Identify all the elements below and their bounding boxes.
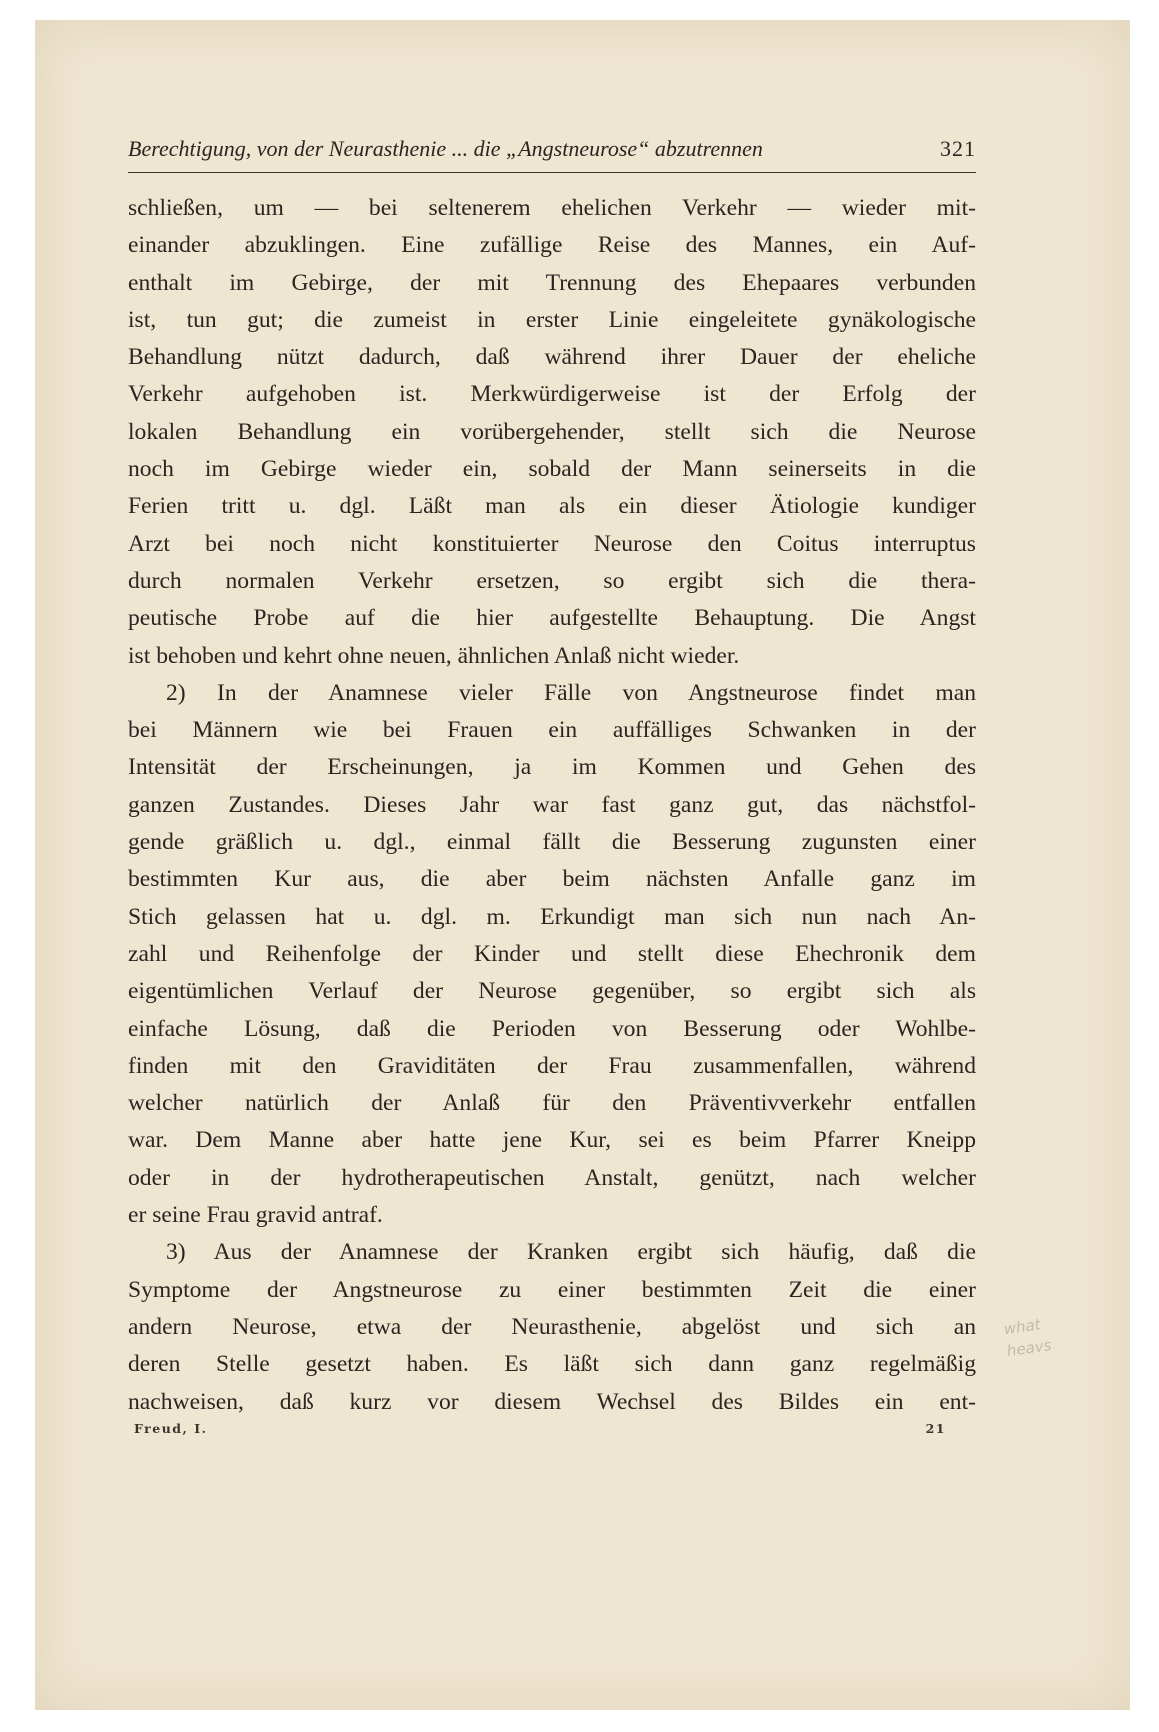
text-line: peutische Probe auf die hier aufgestellte Behauptung. Die Angst: [128, 605, 976, 632]
text-line: welcher natürlich der Anlaß für den Präventivverkehr entfallen: [128, 1090, 976, 1117]
text-line: Verkehr aufgehoben ist. Merkwürdigerweise ist der Erfolg der: [128, 381, 976, 408]
text-line: enthalt im Gebirge, der mit Trennung des Ehepaares verbunden: [128, 269, 976, 296]
text-line: bestimmten Kur aus, die aber beim nächsten Anfalle ganz im: [128, 866, 976, 893]
text-line: noch im Gebirge wieder ein, sobald der Mann seinerseits in die: [128, 456, 976, 483]
page-footer: [128, 1421, 976, 1436]
text-line: lokalen Behandlung ein vorübergehender, stellt sich die Neurose: [128, 418, 976, 445]
body-text: [128, 190, 976, 1421]
text-line: einander abzuklingen. Eine zufällige Reise des Mannes, ein Auf-: [128, 232, 976, 259]
margin-note-line: what: [1002, 1315, 1042, 1339]
text-line: Behandlung nützt dadurch, daß während ihrer Dauer der eheliche: [128, 344, 976, 371]
sheet-number: 21: [925, 1421, 946, 1436]
text-line: Stich gelassen hat u. dgl. m. Erkundigt man sich nun nach An-: [128, 903, 976, 930]
margin-note-line: heavs: [1005, 1336, 1053, 1361]
text-line: 3) Aus der Anamnese der Kranken ergibt sich häufig, daß die: [166, 1239, 976, 1266]
text-line: Intensität der Erscheinungen, ja im Kommen und Gehen des: [128, 754, 976, 781]
text-line: er seine Frau gravid antraf.: [128, 1202, 383, 1229]
text-line: Ferien tritt u. dgl. Läßt man als ein dieser Ätiologie kundiger: [128, 493, 976, 520]
text-line: schließen, um — bei seltenerem ehelichen Verkehr — wieder mit-: [128, 195, 976, 221]
text-line: ist behoben und kehrt ohne neuen, ähnlichen Anlaß nicht wieder.: [128, 642, 740, 669]
page-number: 321: [940, 136, 976, 161]
text-line: bei Männern wie bei Frauen ein auffälliges Schwanken in der: [128, 717, 976, 744]
text-line: nachweisen, daß kurz vor diesem Wechsel des Bildes ein ent-: [128, 1388, 976, 1415]
text-line: ganzen Zustandes. Dieses Jahr war fast ganz gut, das nächstfol-: [128, 791, 976, 818]
header-rule: [128, 172, 976, 173]
text-line: gende gräßlich u. dgl., einmal fällt die Besserung zugunsten einer: [128, 829, 976, 856]
text-line: zahl und Reihenfolge der Kinder und stellt diese Ehechronik dem: [128, 940, 976, 967]
running-title: Berechtigung, von der Neurasthenie ... die „Angstneurose“ abzutrennen: [128, 136, 763, 161]
signature-mark: Freud, I.: [134, 1421, 208, 1436]
text-line: deren Stelle gesetzt haben. Es läßt sich dann ganz regelmäßig: [128, 1351, 976, 1378]
text-line: andern Neurose, etwa der Neurasthenie, abgelöst und sich an: [128, 1313, 976, 1340]
text-line: war. Dem Manne aber hatte jene Kur, sei es beim Pfarrer Kneipp: [128, 1127, 976, 1154]
text-line: Symptome der Angstneurose zu einer bestimmten Zeit die einer: [128, 1276, 976, 1303]
text-line: finden mit den Graviditäten der Frau zusammenfallen, während: [128, 1052, 976, 1079]
text-line: einfache Lösung, daß die Perioden von Besserung oder Wohlbe-: [128, 1015, 976, 1042]
text-line: Arzt bei noch nicht konstituierter Neurose den Coitus interruptus: [128, 530, 976, 557]
text-line: ist, tun gut; die zumeist in erster Linie eingeleitete gynäkologische: [128, 306, 976, 333]
text-line: eigentümlichen Verlauf der Neurose gegenüber, so ergibt sich als: [128, 978, 976, 1005]
text-line: durch normalen Verkehr ersetzen, so ergibt sich die thera-: [128, 567, 976, 594]
running-head: [128, 136, 976, 162]
text-line: oder in der hydrotherapeutischen Anstalt, genützt, nach welcher: [128, 1164, 976, 1191]
text-line: 2) In der Anamnese vieler Fälle von Angstneurose findet man: [166, 679, 976, 706]
